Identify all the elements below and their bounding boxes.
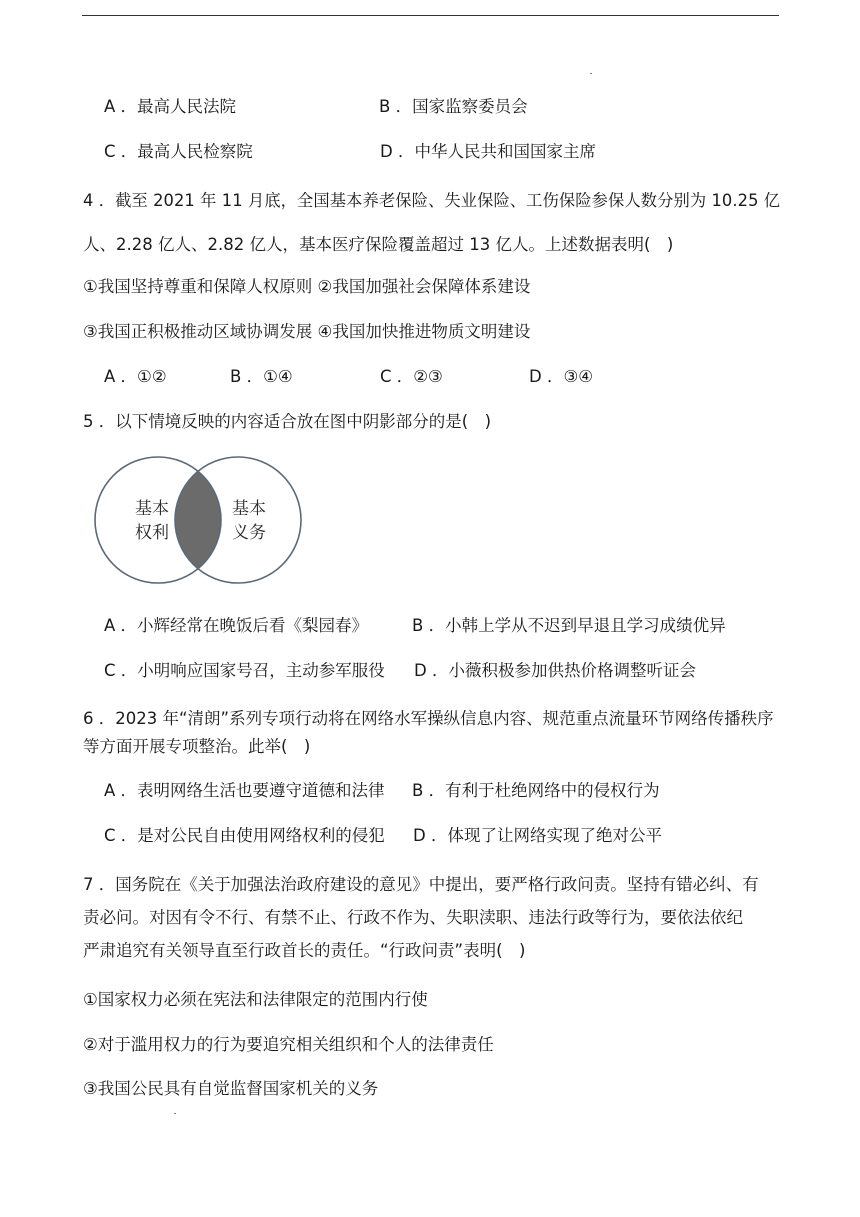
q4-items-line-2: ③我国正积极推动区域协调发展 ④我国加快推进物质文明建设 [83, 322, 531, 341]
q7-stem-line-1: 7 ．国务院在《关于加强法治政府建设的意见》中提出，要严格行政问责。坚持有错必纠、有 [83, 875, 759, 894]
venn-right-label-2: 义务 [232, 523, 266, 543]
scan-dot [174, 1113, 176, 1114]
q5-option-d[interactable]: D ．小薇积极参加供热价格调整听证会 [414, 661, 696, 680]
q4-option-c[interactable]: C ．②③ [380, 367, 443, 386]
q6-stem-line-2: 等方面开展专项整治。此举( ) [83, 737, 311, 756]
q3-option-a[interactable]: A ．最高人民法院 [104, 97, 237, 116]
q7-stem-line-2: 责必问。对因有令不行、有禁不止、行政不作为、失职渎职、违法行政等行为，要依法依纪 [83, 908, 743, 927]
q7-stem-line-3: 严肃追究有关领导直至行政首长的责任。“行政问责”表明( ) [83, 941, 526, 960]
venn-left-label-1: 基本 [135, 499, 169, 519]
q3-option-b[interactable]: B ．国家监察委员会 [379, 97, 528, 116]
q4-stem-line-1: 4 ．截至 2021 年 11 月底，全国基本养老保险、失业保险、工伤保险参保人数分别为 10.25 亿 [83, 191, 781, 210]
header-rule [82, 15, 779, 16]
q4-option-d[interactable]: D ．③④ [529, 367, 594, 386]
venn-diagram [92, 454, 304, 586]
scan-dot [590, 73, 592, 74]
q6-option-c[interactable]: C ．是对公民自由使用网络权利的侵犯 [104, 826, 385, 845]
q6-option-d[interactable]: D ．体现了让网络实现了绝对公平 [413, 826, 662, 845]
venn-left-label-2: 权利 [135, 523, 169, 543]
q3-option-d[interactable]: D ．中华人民共和国国家主席 [380, 142, 596, 161]
q5-option-b[interactable]: B ．小韩上学从不迟到早退且学习成绩优异 [412, 616, 726, 635]
venn-right-label-1: 基本 [232, 499, 266, 519]
q7-item-3: ③我国公民具有自觉监督国家机关的义务 [83, 1079, 379, 1098]
q7-item-2: ②对于滥用权力的行为要追究相关组织和个人的法律责任 [83, 1035, 494, 1054]
q4-stem-line-2: 人、2.28 亿人、2.82 亿人，基本医疗保险覆盖超过 13 亿人。上述数据表明( ) [83, 235, 674, 254]
q4-items-line-1: ①我国坚持尊重和保障人权原则 ②我国加强社会保障体系建设 [83, 277, 531, 296]
q6-option-b[interactable]: B ．有利于杜绝网络中的侵权行为 [412, 781, 660, 800]
q4-option-a[interactable]: A ．①② [104, 367, 167, 386]
q6-stem-line-1: 6 ．2023 年“清朗”系列专项行动将在网络水军操纵信息内容、规范重点流量环节网络传播秩序 [83, 709, 774, 728]
q7-item-1: ①国家权力必须在宪法和法律限定的范围内行使 [83, 990, 428, 1009]
q6-option-a[interactable]: A ．表明网络生活也要遵守道德和法律 [104, 781, 385, 800]
q5-option-c[interactable]: C ．小明响应国家号召，主动参军服役 [104, 661, 385, 680]
q4-option-b[interactable]: B ．①④ [230, 367, 293, 386]
q3-option-c[interactable]: C ．最高人民检察院 [104, 142, 253, 161]
q5-option-a[interactable]: A ．小辉经常在晚饭后看《梨园春》 [104, 616, 369, 635]
q5-stem: 5 ．以下情境反映的内容适合放在图中阴影部分的是( ) [83, 412, 492, 431]
